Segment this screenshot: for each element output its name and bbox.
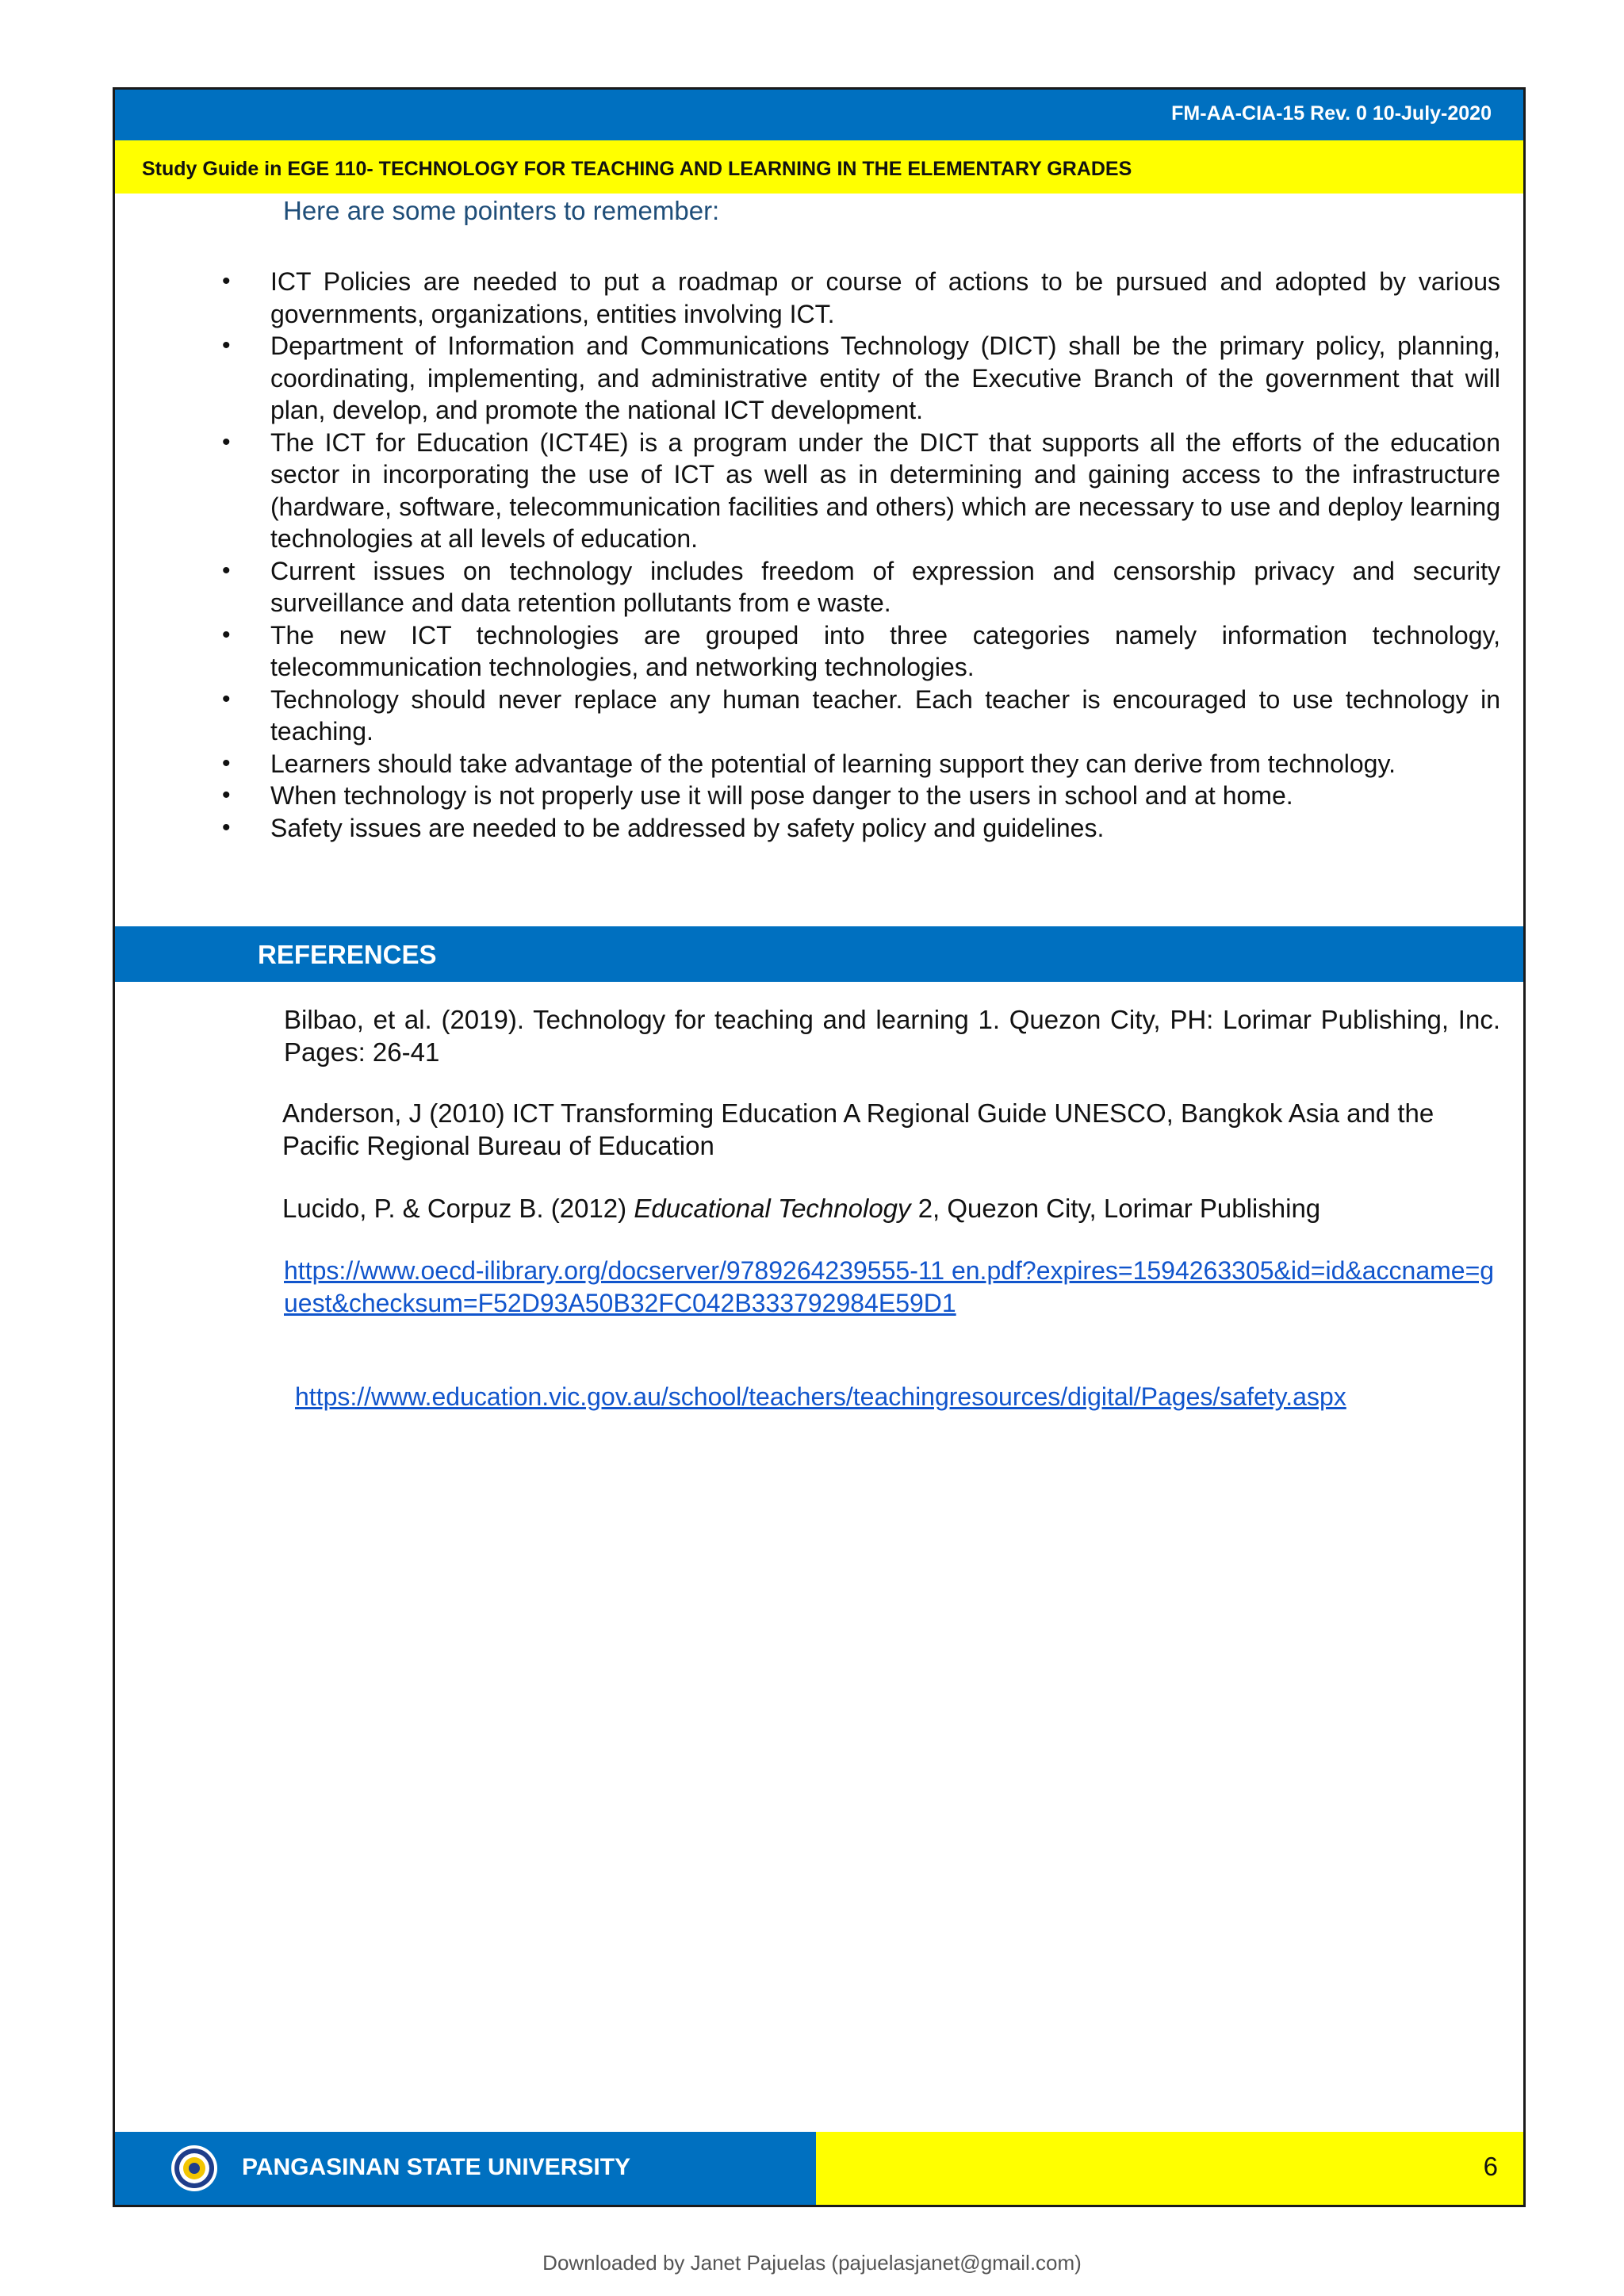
list-item: • When technology is not properly use it will pose danger to the users in school and at home.	[222, 780, 1500, 812]
list-item: • The new ICT technologies are grouped into three categories namely information technology, telecommunication technologies, and networking technologies.	[222, 620, 1500, 681]
footer-university-bar	[115, 2132, 816, 2205]
list-item: • Learners should take advantage of the potential of learning support they can derive from technology.	[222, 748, 1500, 780]
reference-bilbao: Bilbao, et al. (2019). Technology for teaching and learning 1. Quezon City, PH: Lorimar Publishing, Inc. Pages: 26-41	[284, 1005, 1500, 1067]
education-vic-link[interactable]: https://www.education.vic.gov.au/school/teachers/teachingresources/digital/Pages/safety.aspx	[295, 1382, 1346, 1411]
header-bar	[115, 90, 1523, 140]
reference-oecd	[284, 1255, 1500, 1319]
bullet-icon: •	[222, 782, 231, 808]
pointers-list	[222, 266, 1500, 844]
download-note: Downloaded by Janet Pajuelas (pajuelasjanet@gmail.com)	[542, 2251, 1082, 2275]
list-item: • Department of Information and Communications Technology (DICT) shall be the primary policy, planning, coordinating, implementing, and administrative entity of the Executive Branch of the government that will plan, develop, and promote the national ICT development.	[222, 332, 1500, 424]
university-seal-icon	[170, 2145, 218, 2192]
bullet-icon: •	[222, 685, 231, 712]
list-item: • Safety issues are needed to be addressed by safety policy and guidelines.	[222, 812, 1500, 845]
reference-anderson: Anderson, J (2010) ICT Transforming Education A Regional Guide UNESCO, Bangkok Asia and the Pacific Regional Bureau of Education	[282, 1098, 1434, 1160]
bullet-icon: •	[222, 332, 231, 358]
references-title: REFERENCES	[258, 940, 437, 969]
reference-education-vic	[295, 1381, 1500, 1413]
bullet-icon: •	[222, 814, 231, 841]
study-guide-title: Study Guide in EGE 110- TECHNOLOGY FOR TEACHING AND LEARNING IN THE ELEMENTARY GRADES	[142, 158, 1132, 180]
list-item: • Technology should never replace any human teacher. Each teacher is encouraged to use technology in teaching.	[222, 684, 1500, 746]
bullet-icon: •	[222, 749, 231, 776]
bullet-icon: •	[222, 428, 231, 455]
reference-lucido: Lucido, P. & Corpuz B. (2012) Educational Technology 2, Quezon City, Lorimar Publishing	[282, 1194, 1321, 1223]
study-guide-bar	[115, 140, 1523, 194]
page-number: 6	[1483, 2152, 1498, 2181]
oecd-link[interactable]: https://www.oecd-ilibrary.org/docserver/9789264239555-11 en.pdf?expires=1594263305&id=id&accname=guest&checksum=F52D93A50B32FC042B333792984E59D1	[284, 1256, 1495, 1317]
list-item: • ICT Policies are needed to put a roadmap or course of actions to be pursued and adopted by various governments, organizations, entities involving ICT.	[222, 267, 1500, 328]
pointers-heading: Here are some pointers to remember:	[283, 196, 720, 225]
bullet-icon: •	[222, 621, 231, 648]
form-code: FM-AA-CIA-15 Rev. 0 10-July-2020	[1171, 102, 1492, 125]
bullet-icon: •	[222, 557, 231, 584]
university-name: PANGASINAN STATE UNIVERSITY	[242, 2154, 631, 2180]
references-bar	[115, 926, 1523, 982]
list-item: • The ICT for Education (ICT4E) is a program under the DICT that supports all the efforts of the education sector in incorporating the use of ICT as well as in determining and gaining access to the infrastructure (hardware, software, telecommunication facilities and others) which are necessary to use and deploy learning technologies at all levels of education.	[222, 427, 1500, 553]
bullet-icon: •	[222, 268, 231, 294]
footer-page-bar	[816, 2132, 1523, 2205]
list-item: • Current issues on technology includes freedom of expression and censorship privacy and security surveillance and data retention pollutants from e waste.	[222, 556, 1500, 617]
reference-lucido-title: Educational Technology	[634, 1194, 911, 1223]
